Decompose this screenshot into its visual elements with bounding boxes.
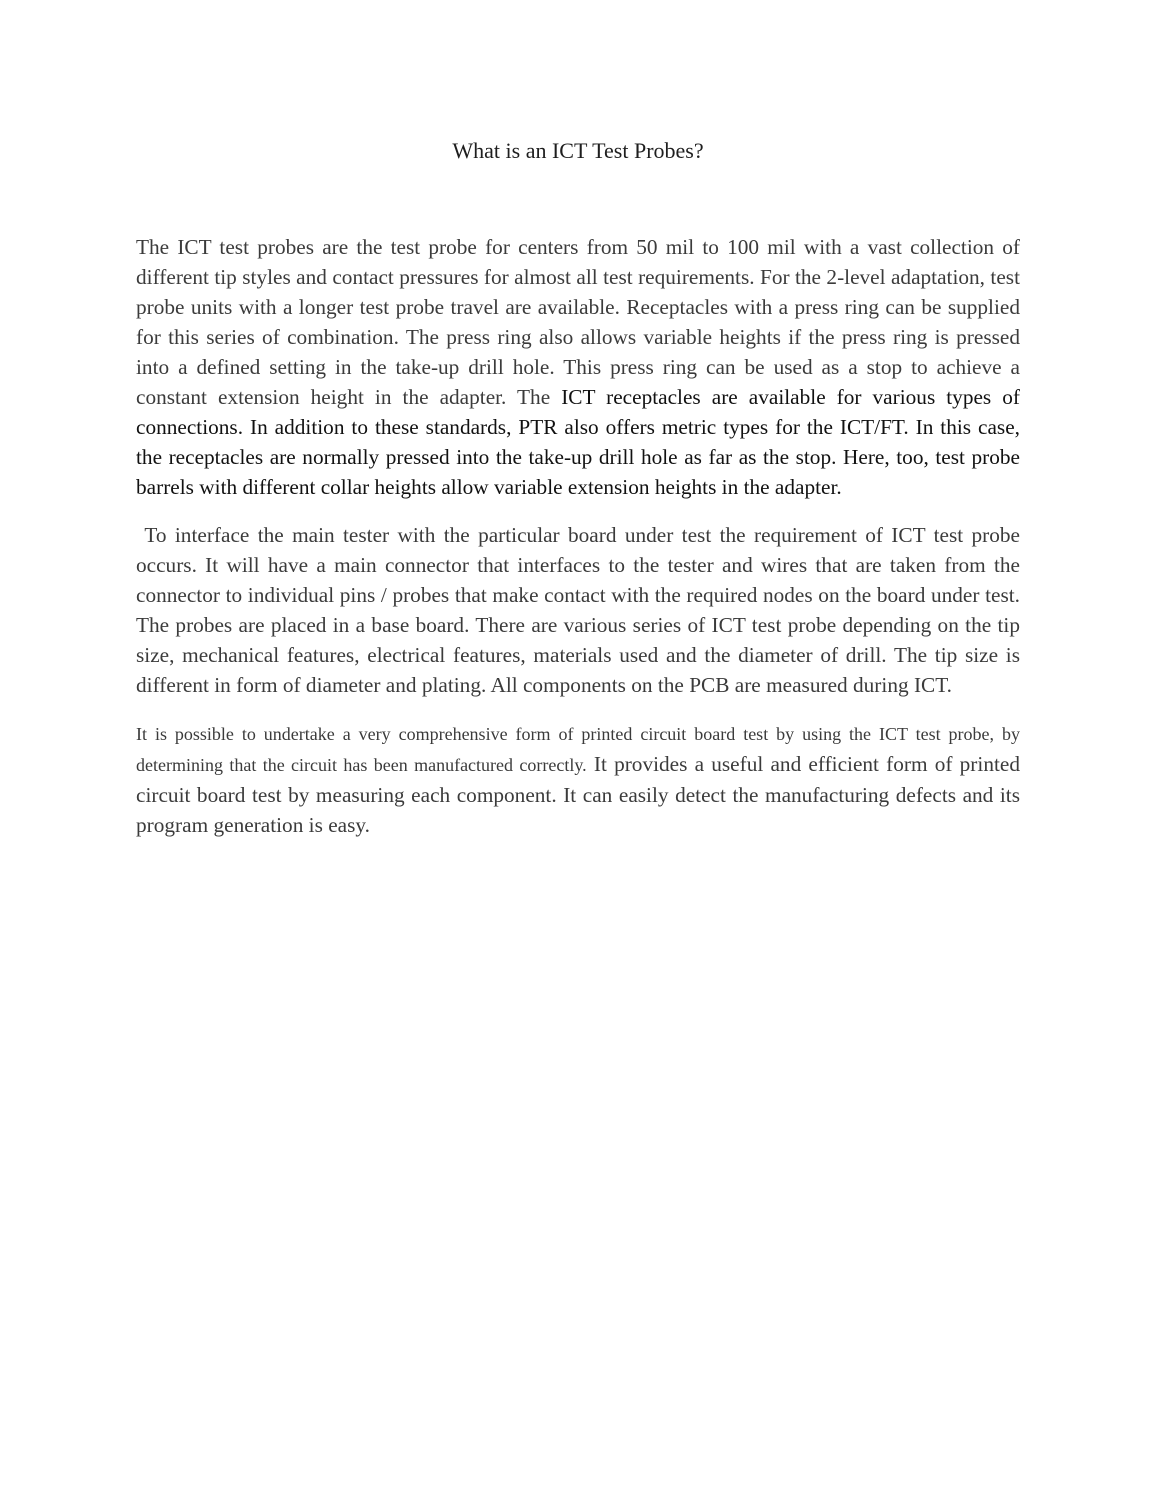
document-title: What is an ICT Test Probes?	[452, 138, 704, 163]
paragraph-2	[136, 520, 1026, 700]
paragraph-1-part-1: The ICT test probes are the test probe for centers from 50 mil to 100 mil with a vast collection of different tip styles and contact pressures for almost all test requirements. For the 2-level adaptation, test probe units with a longer test probe travel are available. Receptacles with a press ring can be supplied for this series of combination. The press ring also allows variable heights if the press ring is pressed into a defined setting in the take-up drill hole. This press ring can be used as a stop to achieve a constant extension height in the adapter. The	[136, 235, 1020, 409]
paragraph-2-text: To interface the main tester with the particular board under test the requirement of ICT test probe occurs. It will have a main connector that interfaces to the tester and wires that are taken from the connector to individual pins / probes that make contact with the required nodes on the board under test. The probes are placed in a base board. There are various series of ICT test probe depending on the tip size, mechanical features, electrical features, materials used and the diameter of drill. The tip size is different in form of diameter and plating. All components on the PCB are measured during ICT.	[136, 523, 1026, 697]
paragraph-1	[136, 232, 1020, 502]
paragraph-3	[136, 718, 1020, 840]
document-body	[136, 232, 1026, 840]
paragraph-1-part-2: ICT receptacles are available for various types of connections. In addition to these standards, PTR also offers metric types for the ICT/FT. In this case, the receptacles are normally pressed into the take-up drill hole as far as the stop. Here, too, test probe barrels with different collar heights allow variable extension heights in the adapter.	[136, 385, 1020, 499]
paragraph-3-part-2: It provides a useful and efficient form of printed circuit board test by measuring each component. It can easily detect the manufacturing defects and its program generation is easy.	[136, 752, 1020, 837]
paragraph-3-part-1: It is possible to undertake a very comprehensive form of printed circuit board test by using the ICT test probe, by determining that the circuit has been manufactured correctly.	[136, 724, 1020, 775]
